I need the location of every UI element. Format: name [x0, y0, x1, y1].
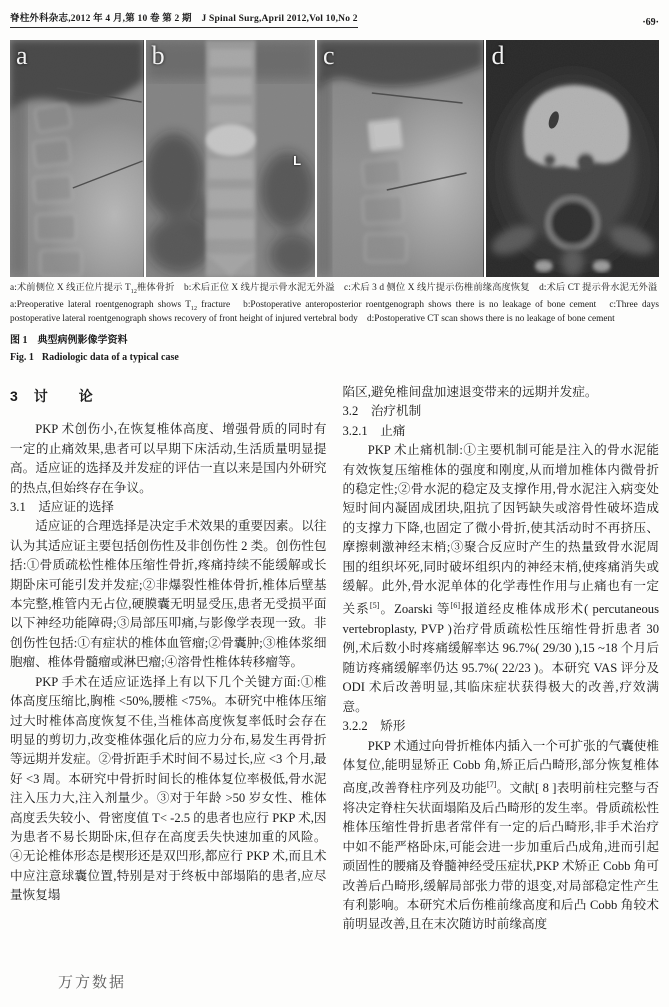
page-header: [10, 10, 659, 28]
figure-title-english: [10, 351, 659, 366]
paragraph: PKP 术止痛机制:①主要机制可能是注入的骨水泥能有效恢复压缩椎体的强度和刚度,从而增加椎体内微骨折的稳定性;②骨水泥的稳定及支撑作用,骨水泥注入病变处短时间内凝固成团块,阻抗了因钙缺失或溶骨性破坏造成的支撑力下降,也固定了微小骨折,使其活动时不再挤压、摩擦刺激神经末梢;③聚合反应时产生的热量致骨水泥周围的组织坏死,同时破坏组织内的神经末梢,使疼痛消失或缓解。此外,骨水泥单体的化学毒性作用与止痛也有一定关系[5]。Zoarski 等[6]报道经皮椎体成形术( percutaneous vertebroplasty, PVP )治疗骨质疏松性压缩性骨折患者 30 例,术后数小时疼痛缓解率达 96.7%( 29/30 ),15 ~18 个月后随访疼痛缓解率仍达 95.7%( 22/23 )。本研究 VAS 评分及 ODI 术后改善明显,其临床症状获得极大的改善,疗效满意。: [342, 443, 659, 714]
paragraph-continuation: 陷区,避免椎间盘加速退变带来的远期并发症。: [342, 385, 598, 399]
ct-panel-d: [486, 40, 659, 277]
xray-panel-c: [317, 40, 483, 277]
left-column: [10, 383, 327, 1007]
paragraph: PKP 手术在适应证选择上有以下几个关键方面:①椎体高度压缩比,胸椎 <50%,腰椎 <75%。本研究中椎体压缩过大时椎体高度恢复不佳,当椎体高度恢复率低时会存在明显的剪切力,改变椎体强化后的应力分布,易发生再骨折等远期并发症。②骨折距手术时间不易过长,应 <3 个月,最好 <3 周。本研究中骨折时间长的椎体复位率极低,骨水泥注入压力大,注入剂量少。③对于年龄 >50 岁女性、椎体高度丢失较小、骨密度值 T< -2.5 的患者也应行 PKP 术,因为患者不易长期卧床,但存在高度丢失快速加重的风险。④无论椎体形态是楔形还是双凹形,都应行 PKP 术,而且术中应注意球囊位置,特别是对于终板中部塌陷的患者,应尽量恢复塌: [10, 674, 327, 903]
panel-label-c: c: [323, 41, 335, 70]
subsection-heading-3-1: 3.1 适应证的选择: [10, 500, 114, 515]
xray-panel-b: [146, 40, 315, 277]
paragraph: PKP 术创伤小,在恢复椎体高度、增强骨质的同时有一定的止痛效果,患者可以早期下床活动,生活质量明显提高。适应证的选择及并发症的评估一直以来是国内外研究的热点,但始终存在争议。: [10, 422, 327, 495]
figure-number-cn: 图 1: [10, 334, 28, 346]
journal-title: 脊柱外科杂志,2012 年 4 月,第 10 卷 第 2 期 J Spinal Surg,April 2012,Vol 10,No 2: [10, 10, 358, 28]
subsection-heading-3-2: 3.2 治疗机制: [342, 404, 422, 419]
subsection-heading-3-2-1: 3.2.1 止痛: [342, 423, 406, 438]
figure-caption-title-en: Radiologic data of a typical case: [41, 352, 179, 364]
caption-english: a:Preoperative lateral roentgenograph shows $T_{12}$ fracture b:Postoperative anteroposterior roentgenograph shows there is no leakage of bone cement c:Three days postoperative lateral roentgenograph shows recovery of front height of injured vertebral body d:Postoperative CT scan shows there is no leakage of bone cement: [10, 299, 659, 325]
paragraph: PKP 术通过向骨折椎体内插入一个可扩张的气囊使椎体复位,能明显矫正 Cobb 角,矫正后凸畸形,部分恢复椎体高度,改善脊柱序列及功能[7]。文献[ 8 ]表明前柱完整与否将决定脊柱矢状面塌陷及后凸畸形的发生率。骨质疏松性椎体压缩性骨折患者常伴有一定的后凸畸形,非手术治疗中如不能严格卧床,可能会进一步加重后凸成角,进而引起顽固性的腰痛及脊髓神经受压症状,PKP 术矫正 Cobb 角可改善后凸畸形,缓解局部张力带的退变,对局部稳定性产生有利影响。本研究术后伤椎前缘高度和后凸 Cobb 角较术前明显改善,且在末次随访时前缘高度: [342, 738, 659, 932]
postop-ap-xray-image: [146, 40, 315, 277]
right-column: [343, 383, 660, 1007]
postop-lateral-xray-image: [317, 40, 483, 277]
figure-1-panels: [10, 40, 659, 277]
section-heading-discussion: 3 讨 论: [10, 388, 94, 404]
subsection-heading-3-2-2: 3.2.2 矫形: [342, 719, 406, 734]
figure-captions: [10, 282, 659, 366]
panel-label-b: b: [151, 41, 165, 70]
paragraph: 适应证的合理选择是决定手术效果的重要因素。以往认为其适应证主要包括创伤性及非创伤性 2 类。创伤性包括:①骨质疏松性椎体压缩性骨折,疼痛持续不能缓解或长期卧床可能引发并发症;②非爆裂性椎体骨折,椎体后壁基本完整,椎管内无占位,硬膜囊无明显受压,患者无受损平面以下神经功能障碍;③局部压叩痛,与影像学表现一致。非创伤性包括:①有症状的椎体血管瘤;②骨囊肿;③椎体浆细胞瘤、椎体骨髓瘤或淋巴瘤;④溶骨性椎体转移瘤等。: [10, 519, 327, 670]
preop-lateral-xray-image: [10, 40, 144, 277]
wanfang-watermark: 万方数据: [58, 974, 127, 991]
panel-label-a: a: [16, 41, 28, 70]
page-number: ·69·: [642, 17, 659, 28]
figure-number-en: Fig. 1: [10, 352, 34, 364]
article-body: [10, 383, 659, 1007]
panel-label-d: d: [491, 41, 505, 70]
figure-title-chinese: [10, 334, 659, 349]
postop-ct-axial-image: [486, 40, 659, 277]
xray-panel-a: [10, 40, 144, 277]
caption-chinese: a:术前侧位 X 线正位片提示 $T_{12}$椎体骨折 b:术后正位 X 线片提示骨水泥无外溢 c:术后 3 d 侧位 X 线片提示伤椎前缘高度恢复 d:术后 CT 提示骨水泥无外溢: [10, 283, 658, 295]
figure-caption-title-cn: 典型病例影像学资料: [37, 334, 128, 346]
left-side-marker: L: [293, 153, 302, 168]
